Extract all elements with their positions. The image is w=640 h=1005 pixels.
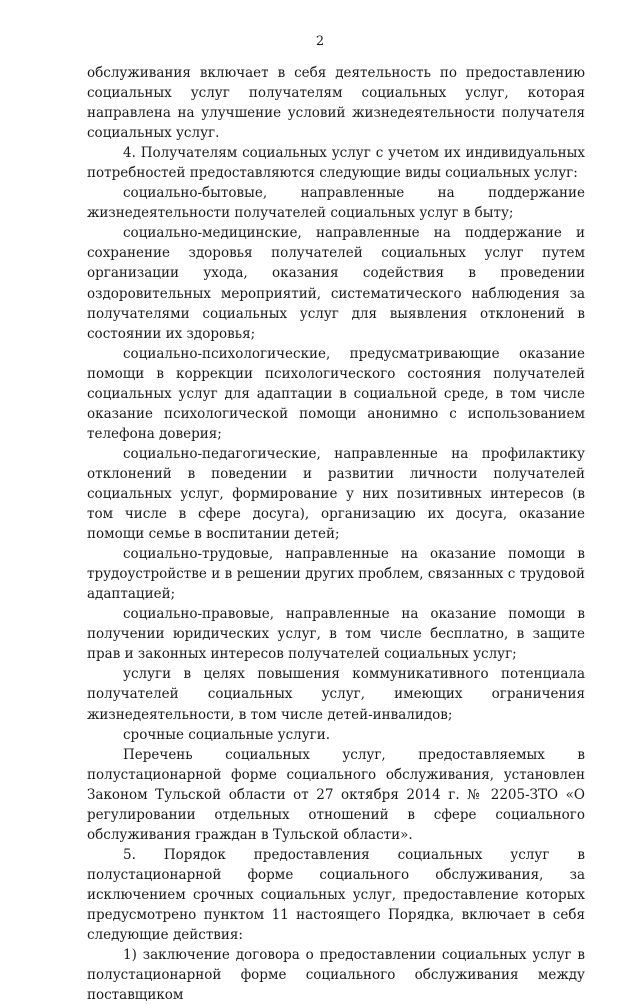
paragraph-communicative-services: услуги в целях повышения коммуникативного потенциала получателей социальных услуг, имеющих ограничения жизнедеятельности, в том числе детей-инвалидов; (87, 666, 585, 723)
paragraph-social-legal: социально-правовые, направленные на оказание помощи в получении юридических услуг, в том числе бесплатно, в защите прав и законных интересов получателей социальных услуг; (87, 606, 585, 663)
paragraph-social-pedagogical: социально-педагогические, направленные на профилактику отклонений в поведении и развитии личности получателей социальных услуг, формирование у них позитивных интересов (в том числе в сфере досуга), организацию их досуга, оказание помощи семье в воспитании детей; (87, 445, 585, 543)
paragraph-item-5: 5. Порядок предоставления социальных услуг в полустационарной форме социального обслуживания, за исключением срочных социальных услуг, предоставление которых предусмотрено пунктом 11 настоящего Порядка, включает в себя следующие действия: (87, 846, 585, 944)
paragraph-subitem-1: 1) заключение договора о предоставлении социальных услуг в полустационарной форме социального обслуживания между поставщиком (87, 947, 585, 1004)
paragraph-social-medical: социально-медицинские, направленные на поддержание и сохранение здоровья получателей социальных услуг путем организации ухода, оказания содействия в проведении оздоровительных мероприятий, систематического наблюдения за получателями социальных услуг для выявления отклонений в состоянии их здоровья; (87, 225, 585, 342)
paragraph-intro-continuation: обслуживания включает в себя деятельность по предоставлению социальных услуг получателям социальных услуг, которая направлена на улучшение условий жизнедеятельности получателя социальных услуг. (87, 65, 585, 142)
page-number: 2 (315, 34, 325, 49)
paragraph-social-psychological: социально-психологические, предусматривающие оказание помощи в коррекции психологического состояния получателей социальных услуг для адаптации в социальной среде, в том числе оказание психологической помощи анонимно с использованием телефона доверия; (87, 345, 585, 442)
paragraph-urgent-services: срочные социальные услуги. (123, 726, 331, 743)
paragraph-social-household: социально-бытовые, направленные на поддержание жизнедеятельности получателей социальных услуг в быту; (87, 185, 585, 222)
paragraph-services-list-law: Перечень социальных услуг, предоставляемых в полустационарной форме социального обслуживания, установлен Законом Тульской области от 27 октября 2014 г. № 2205-ЗТО «О регулировании отдельных отношений в сфере социального обслуживания граждан в Тульской области». (87, 746, 585, 843)
paragraph-item-4: 4. Получателям социальных услуг с учетом их индивидуальных потребностей предоставляются следующие виды социальных услуг: (87, 145, 585, 182)
document-body (87, 63, 585, 1005)
paragraph-social-labor: социально-трудовые, направленные на оказание помощи в трудоустройстве и в решении других проблем, связанных с трудовой адаптацией; (87, 546, 585, 603)
